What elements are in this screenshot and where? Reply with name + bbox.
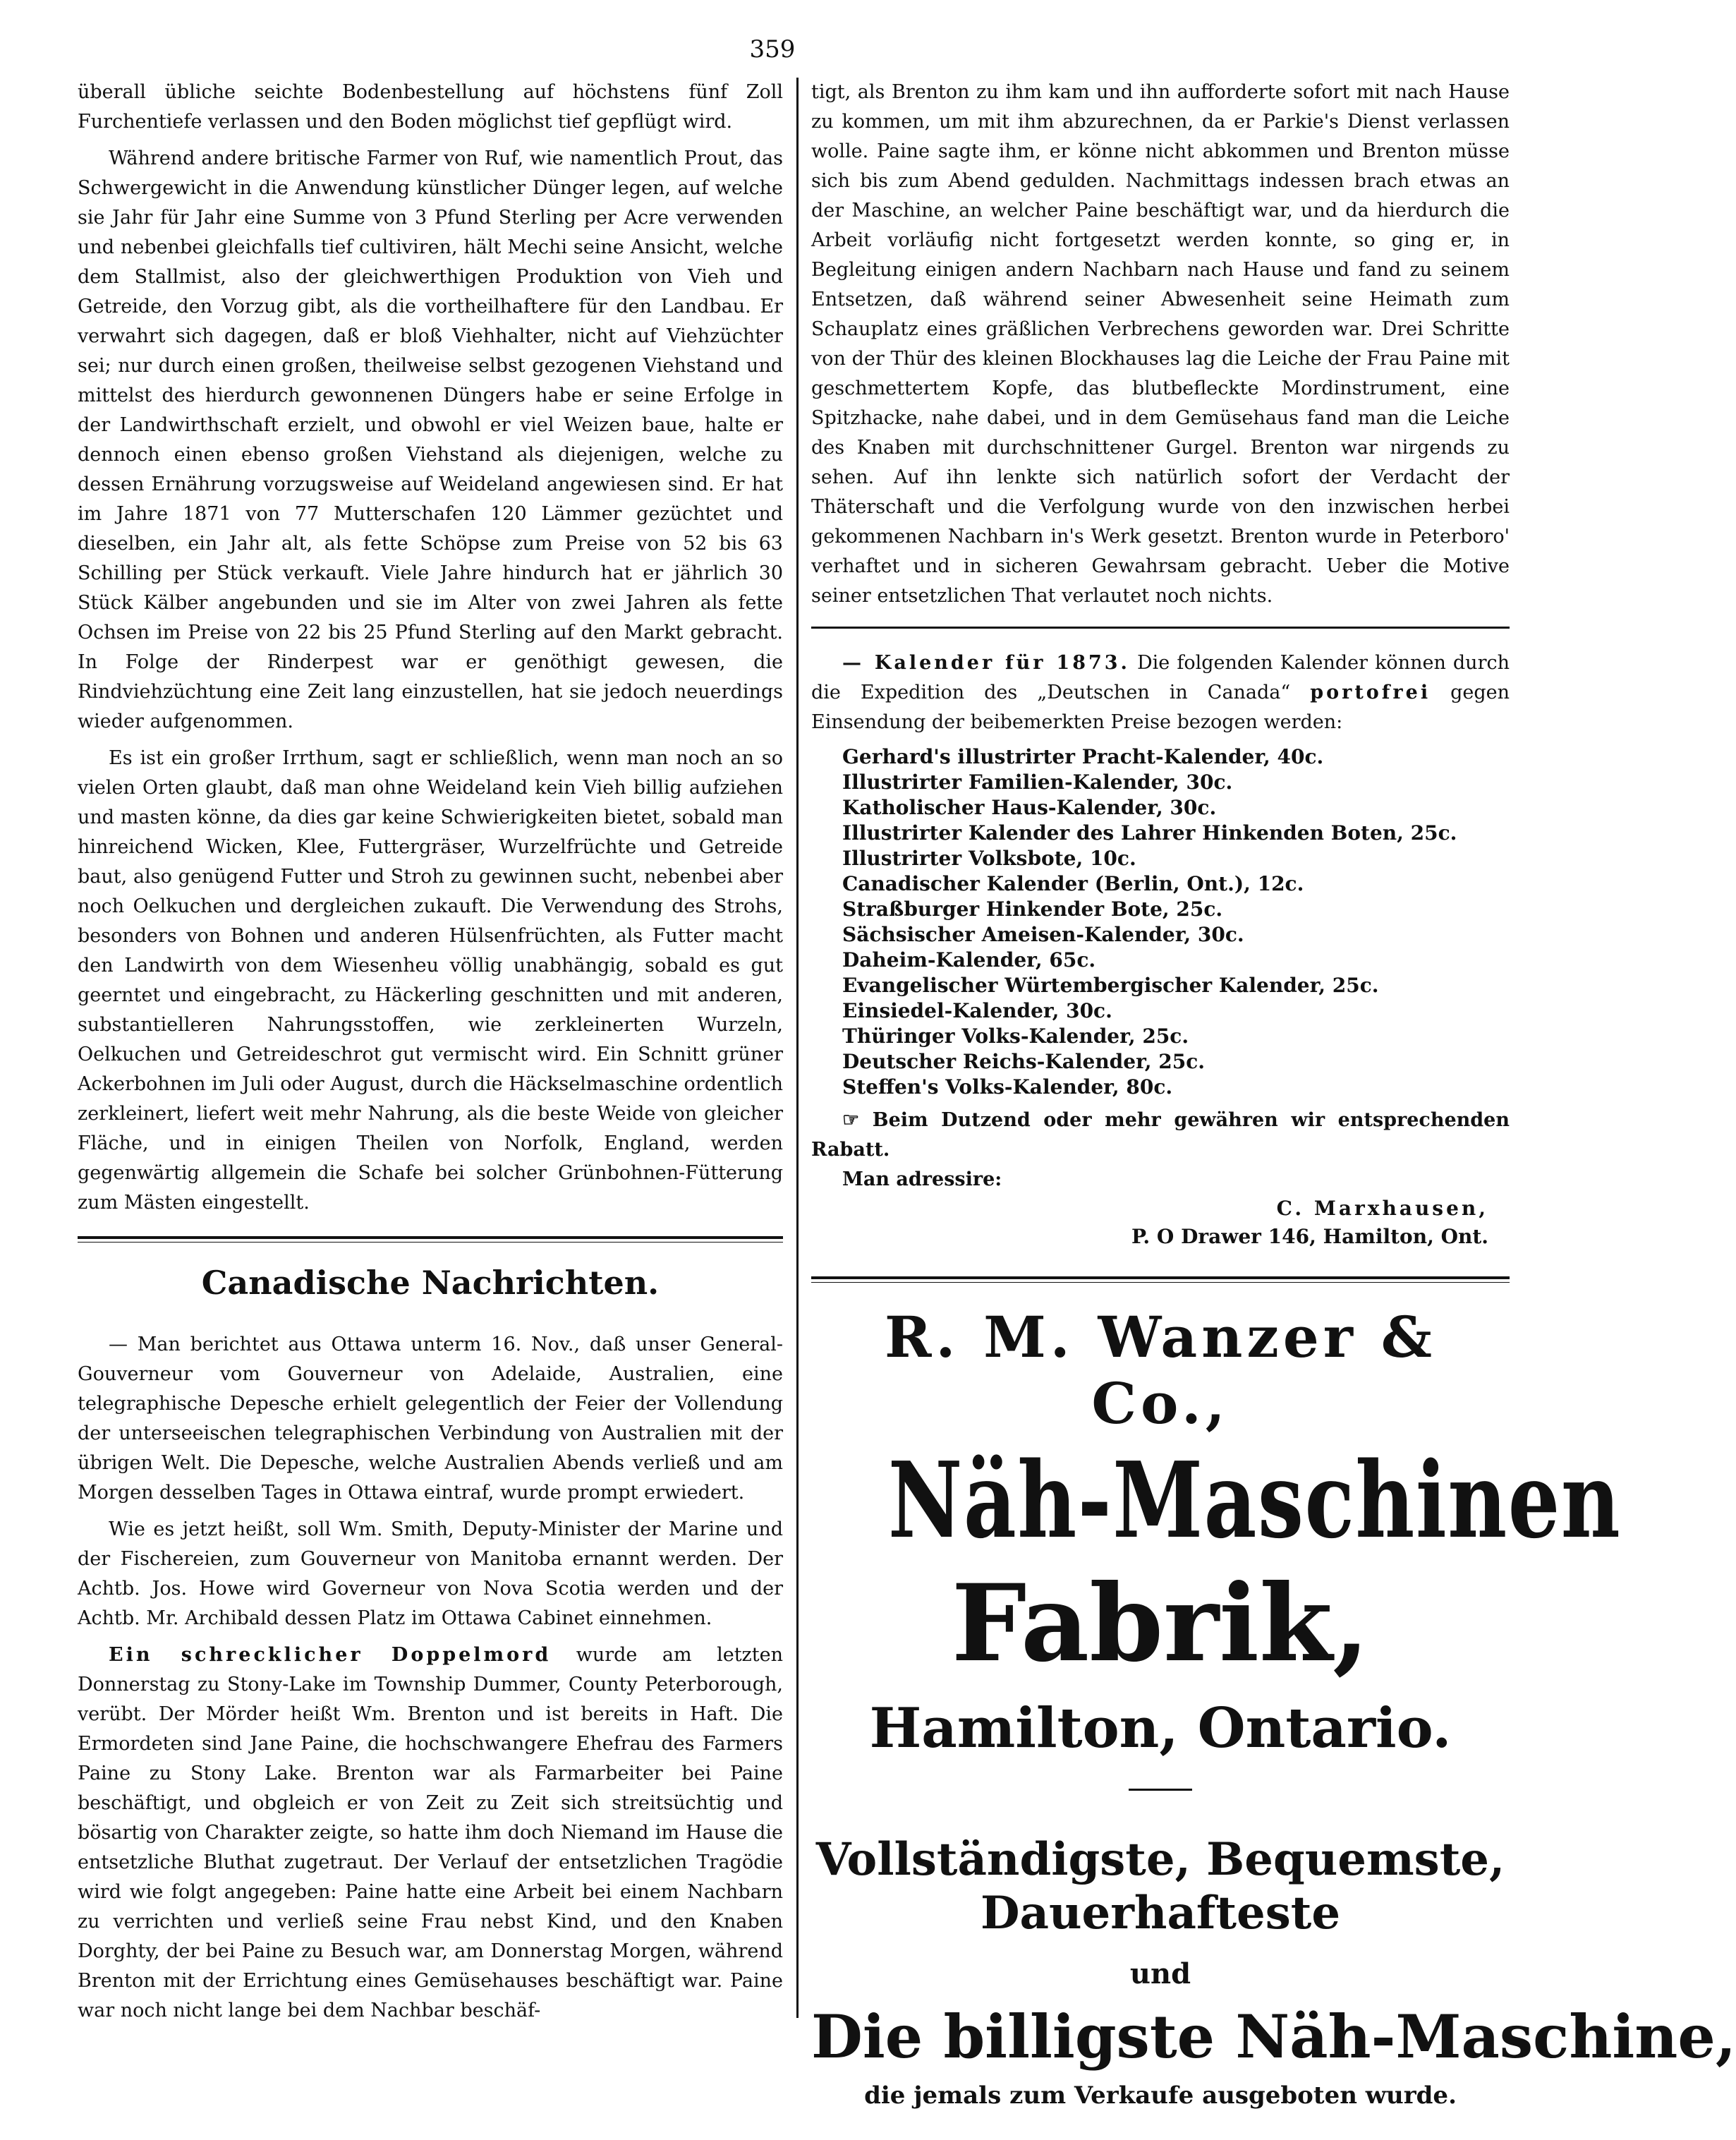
calendar-intro — [811, 648, 1510, 737]
calendar-item: Straßburger Hinkender Bote, 25c. — [842, 897, 1223, 921]
ad-company: R. M. Wanzer & Co., — [885, 1304, 1436, 1437]
calendar-item: Sächsischer Ameisen-Kalender, 30c. — [842, 923, 1244, 946]
ad-slogan: Vollständigste, Bequemste, Dauerhafteste — [815, 1833, 1505, 1940]
calendar-item: Daheim-Kalender, 65c. — [842, 948, 1096, 972]
ad-und: und — [1129, 1957, 1191, 1990]
section-title: Canadische Nachrichten. — [201, 1264, 660, 1302]
ad-fabrik: Fabrik, — [951, 1561, 1370, 1686]
ad-dash — [1129, 1789, 1192, 1791]
calendar-item: Illustrirter Familien-Kalender, 30c. — [842, 770, 1233, 794]
calendar-item: Katholischer Haus-Kalender, 30c. — [842, 796, 1217, 819]
left-column — [78, 78, 783, 2033]
calendar-item: Evangelischer Würtembergischer Kalender, 25c. — [842, 974, 1379, 997]
news-lead: Ein schrecklicher Doppelmord — [109, 1644, 552, 1666]
article-paragraph: überall übliche seichte Bodenbestellung auf höchstens fünf Zoll Furchentiefe verlassen und den Boden möglichst tief gepflügt wird. — [78, 81, 783, 133]
advertisement-divider — [811, 1276, 1510, 1283]
news-continuation: tigt, als Brenton zu ihm kam und ihn aufforderte sofort mit nach Hause zu kommen, um mit ihm abzurechnen, da er Parkie's Dienst verlassen wolle. Paine sagte ihm, er könne nicht abkommen und Brenton müsse sich bis zum Abend gedulden. Nachmittags indessen brach etwas an der Maschine, an welcher Paine beschäftigt war, und da hierdurch die Arbeit vorläufig nicht fortgesetzt werden konnte, so ging er, in Begleitung einigen andern Nachbarn nach Hause und fand zu seinem Entsetzen, daß während seiner Abwesenheit seine Heimath zum Schauplatz eines gräßlichen Verbrechens geworden war. Drei Schritte von der Thür des kleinen Blockhauses lag die Leiche der Frau Paine mit geschmettertem Kopfe, das blutbefleckte Mordinstrument, eine Spitzhacke, nahe dabei, und in dem Gemüsehaus fand man die Leiche des Knaben mit durchschnittener Gurgel. Brenton war nirgends zu sehen. Auf ihn lenkte sich natürlich sofort der Verdacht der Thäterschaft und die Verfolgung wurde von den inzwischen herbei gekommenen Nachbarn in's Werk gesetzt. Brenton wurde in Peterboro' verhaftet und in sicheren Gewahrsam gebracht. Ueber die Motive seiner entsetzlichen That verlautet noch nichts. — [811, 81, 1510, 607]
calendar-lead: — Kalender für 1873. — [842, 652, 1130, 674]
page-number: 359 — [749, 35, 796, 64]
article-paragraph: Während andere britische Farmer von Ruf, wie namentlich Prout, das Schwergewicht in die Anwendung künstlicher Dünger legen, auf welche sie Jahr für Jahr eine Summe von 3 Pfund Sterling per Acre verwenden und nebenbei gleichfalls tief cultiviren, hält Mechi seine Ansicht, welche dem Stallmist, also der gleichwerthigen Produktion von Vieh und Getreide, den Vorzug gibt, als die vortheilhaftere für den Landbau. Er verwahrt sich dagegen, daß er bloß Viehhalter, nicht auf Viehzüchter sei; nur durch einen großen, theilweise selbst gezogenen Viehstand und mittelst des hierdurch gewonnenen Düngers habe er seine Erfolge in der Landwirthschaft erzielt, und obwohl er viel Weizen baue, halte er dennoch einen ebenso großen Viehstand als diejenigen, welche zu dessen Ernährung vorzugsweise auf Weideland angewiesen sind. Er hat im Jahre 1871 von 77 Mutterschafen 120 Lämmer gezüchtet und dieselben, ein Jahr alt, als fette Schöpse zum Preise von 52 bis 63 Schilling per Stück verkauft. Viele Jahre hindurch hat er jährlich 30 Stück Kälber angebunden und sie im Alter von zwei Jahren als fette Ochsen im Preise von 22 bis 25 Pfund Sterling auf den Markt gebracht. In Folge der Rinderpest war er genöthigt gewesen, die Rindviehzüchtung eine Zeit lang einzustellen, hat sie jedoch neuerdings wieder aufgenommen. — [78, 147, 783, 732]
news-item — [78, 1640, 783, 2026]
calendar-divider — [811, 627, 1510, 629]
calendar-intro-a: Die folgenden Kalender können durch die Expedition des „Deutschen in Canada“ — [811, 652, 1510, 703]
calendar-item: Deutscher Reichs-Kalender, 25c. — [842, 1050, 1206, 1073]
ad-city: Hamilton, Ontario. — [869, 1696, 1452, 1760]
calendar-item: Illustrirter Kalender des Lahrer Hinkenden Boten, 25c. — [842, 821, 1457, 845]
ad-headline: Näh-Maschinen — [887, 1439, 1622, 1561]
calendar-item: Thüringer Volks-Kalender, 25c. — [842, 1024, 1189, 1048]
ad-cheapest: Die billigste Näh-Maschine, — [811, 2002, 1736, 2072]
calendar-intro-b: gegen Einsendung der beibemerkten Preise bezogen werden: — [811, 682, 1510, 733]
calendar-address-po: P. O Drawer 146, Hamilton, Ont. — [1131, 1225, 1488, 1248]
article-paragraph: Es ist ein großer Irrthum, sagt er schließlich, wenn man noch an so vielen Orten glaubt, daß man ohne Weideland kein Vieh billig aufziehen und masten könne, da dies gar keine Schwierigkeiten bietet, sobald man hinreichend Wicken, Klee, Futtergräser, Wurzelfrüchte und Getreide baut, also genügend Futter und Stroh zu gewinnen sucht, nebenbei aber noch Oelkuchen und dergleichen zukauft. Die Verwendung des Strohs, besonders von Bohnen und anderen Hülsenfrüchten, als Futter macht den Landwirth von dem Wiesenheu völlig unabhängig, sobald es gut geerntet und eingebracht, zu Häckerling geschnitten und mit anderen, substantielleren Nahrungsstoffen, wie zerkleinerten Wurzeln, Oelkuchen und Getreideschrot gut vermischt wird. Ein Schnitt grüner Ackerbohnen im Juli oder August, durch die Häckselmaschine ordentlich zerkleinert, liefert weit mehr Nahrung, als die beste Weide von gleicher Fläche, und in einigen Theilen von Norfolk, England, werden gegenwärtig allgemein die Schafe bei solcher Grünbohnen-Fütterung zum Mästen eingestellt. — [78, 747, 783, 1214]
calendar-item: Canadischer Kalender (Berlin, Ont.), 12c. — [842, 872, 1304, 895]
column-divider — [796, 78, 799, 2018]
news-item: Wie es jetzt heißt, soll Wm. Smith, Deputy-Minister der Marine und der Fischereien, zum Gouverneur von Manitoba ernannt werden. Der Achtb. Jos. Howe wird Governeur von Nova Scotia werden und der Achtb. Mr. Archibald dessen Platz im Ottawa Cabinet einnehmen. — [78, 1518, 783, 1629]
calendar-portofrei: portofrei — [1310, 682, 1431, 703]
calendar-address-label: Man adressire: — [842, 1168, 1002, 1190]
section-divider — [78, 1236, 783, 1243]
calendar-item: Steffen's Volks-Kalender, 80c. — [842, 1075, 1173, 1099]
calendar-item: Einsiedel-Kalender, 30c. — [842, 999, 1112, 1022]
calendar-address-name: C. Marxhausen, — [1276, 1197, 1488, 1220]
news-item: — Man berichtet aus Ottawa unterm 16. Nov., daß unser General-Gouverneur vom Gouverneur von Adelaide, Australien, eine telegraphische Depesche erhielt gelegentlich der Feier der Vollendung der unterseeischen telegraphischen Verbindung von Australien mit der übrigen Welt. Die Depesche, welche Australien Abends verließ und am Morgen desselben Tages in Ottawa eintraf, wurde prompt erwiedert. — [78, 1334, 783, 1504]
right-column — [811, 78, 1736, 2110]
calendar-discount: ☞ Beim Dutzend oder mehr gewähren wir entsprechenden Rabatt. — [811, 1109, 1510, 1161]
calendar-item: Gerhard's illustrirter Pracht-Kalender, 40c. — [842, 745, 1324, 768]
ad-footer: die jemals zum Verkaufe ausgeboten wurde. — [864, 2081, 1457, 2110]
calendar-item: Illustrirter Volksbote, 10c. — [842, 847, 1136, 870]
calendar-list — [842, 744, 1510, 1100]
advertisement — [811, 1304, 1736, 2110]
news-text: wurde am letzten Donnerstag zu Stony-Lake im Township Dummer, County Peterborough, verübt. Der Mörder heißt Wm. Brenton und ist bereits in Haft. Die Ermordeten sind Jane Paine, die hochschwangere Ehefrau des Farmers Paine zu Stony Lake. Brenton war als Farmarbeiter bei Paine beschäftigt, und obgleich er von Zeit zu Zeit sich streitsüchtig und bösartig von Charakter zeigte, so hatte ihm doch Niemand im Hause die entsetzliche Bluthat zugetraut. Der Verlauf der entsetzlichen Tragödie wird wie folgt angegeben: Paine hatte eine Arbeit bei einem Nachbarn zu verrichten und verließ seine Frau nebst Kind, und den Knaben Dorghty, der bei Paine zu Besuch war, am Donnerstag Morgen, während Brenton mit der Errichtung eines Gemüsehauses beschäftigt war. Paine war noch nicht lange bei dem Nachbar beschäf- — [78, 1644, 783, 2021]
